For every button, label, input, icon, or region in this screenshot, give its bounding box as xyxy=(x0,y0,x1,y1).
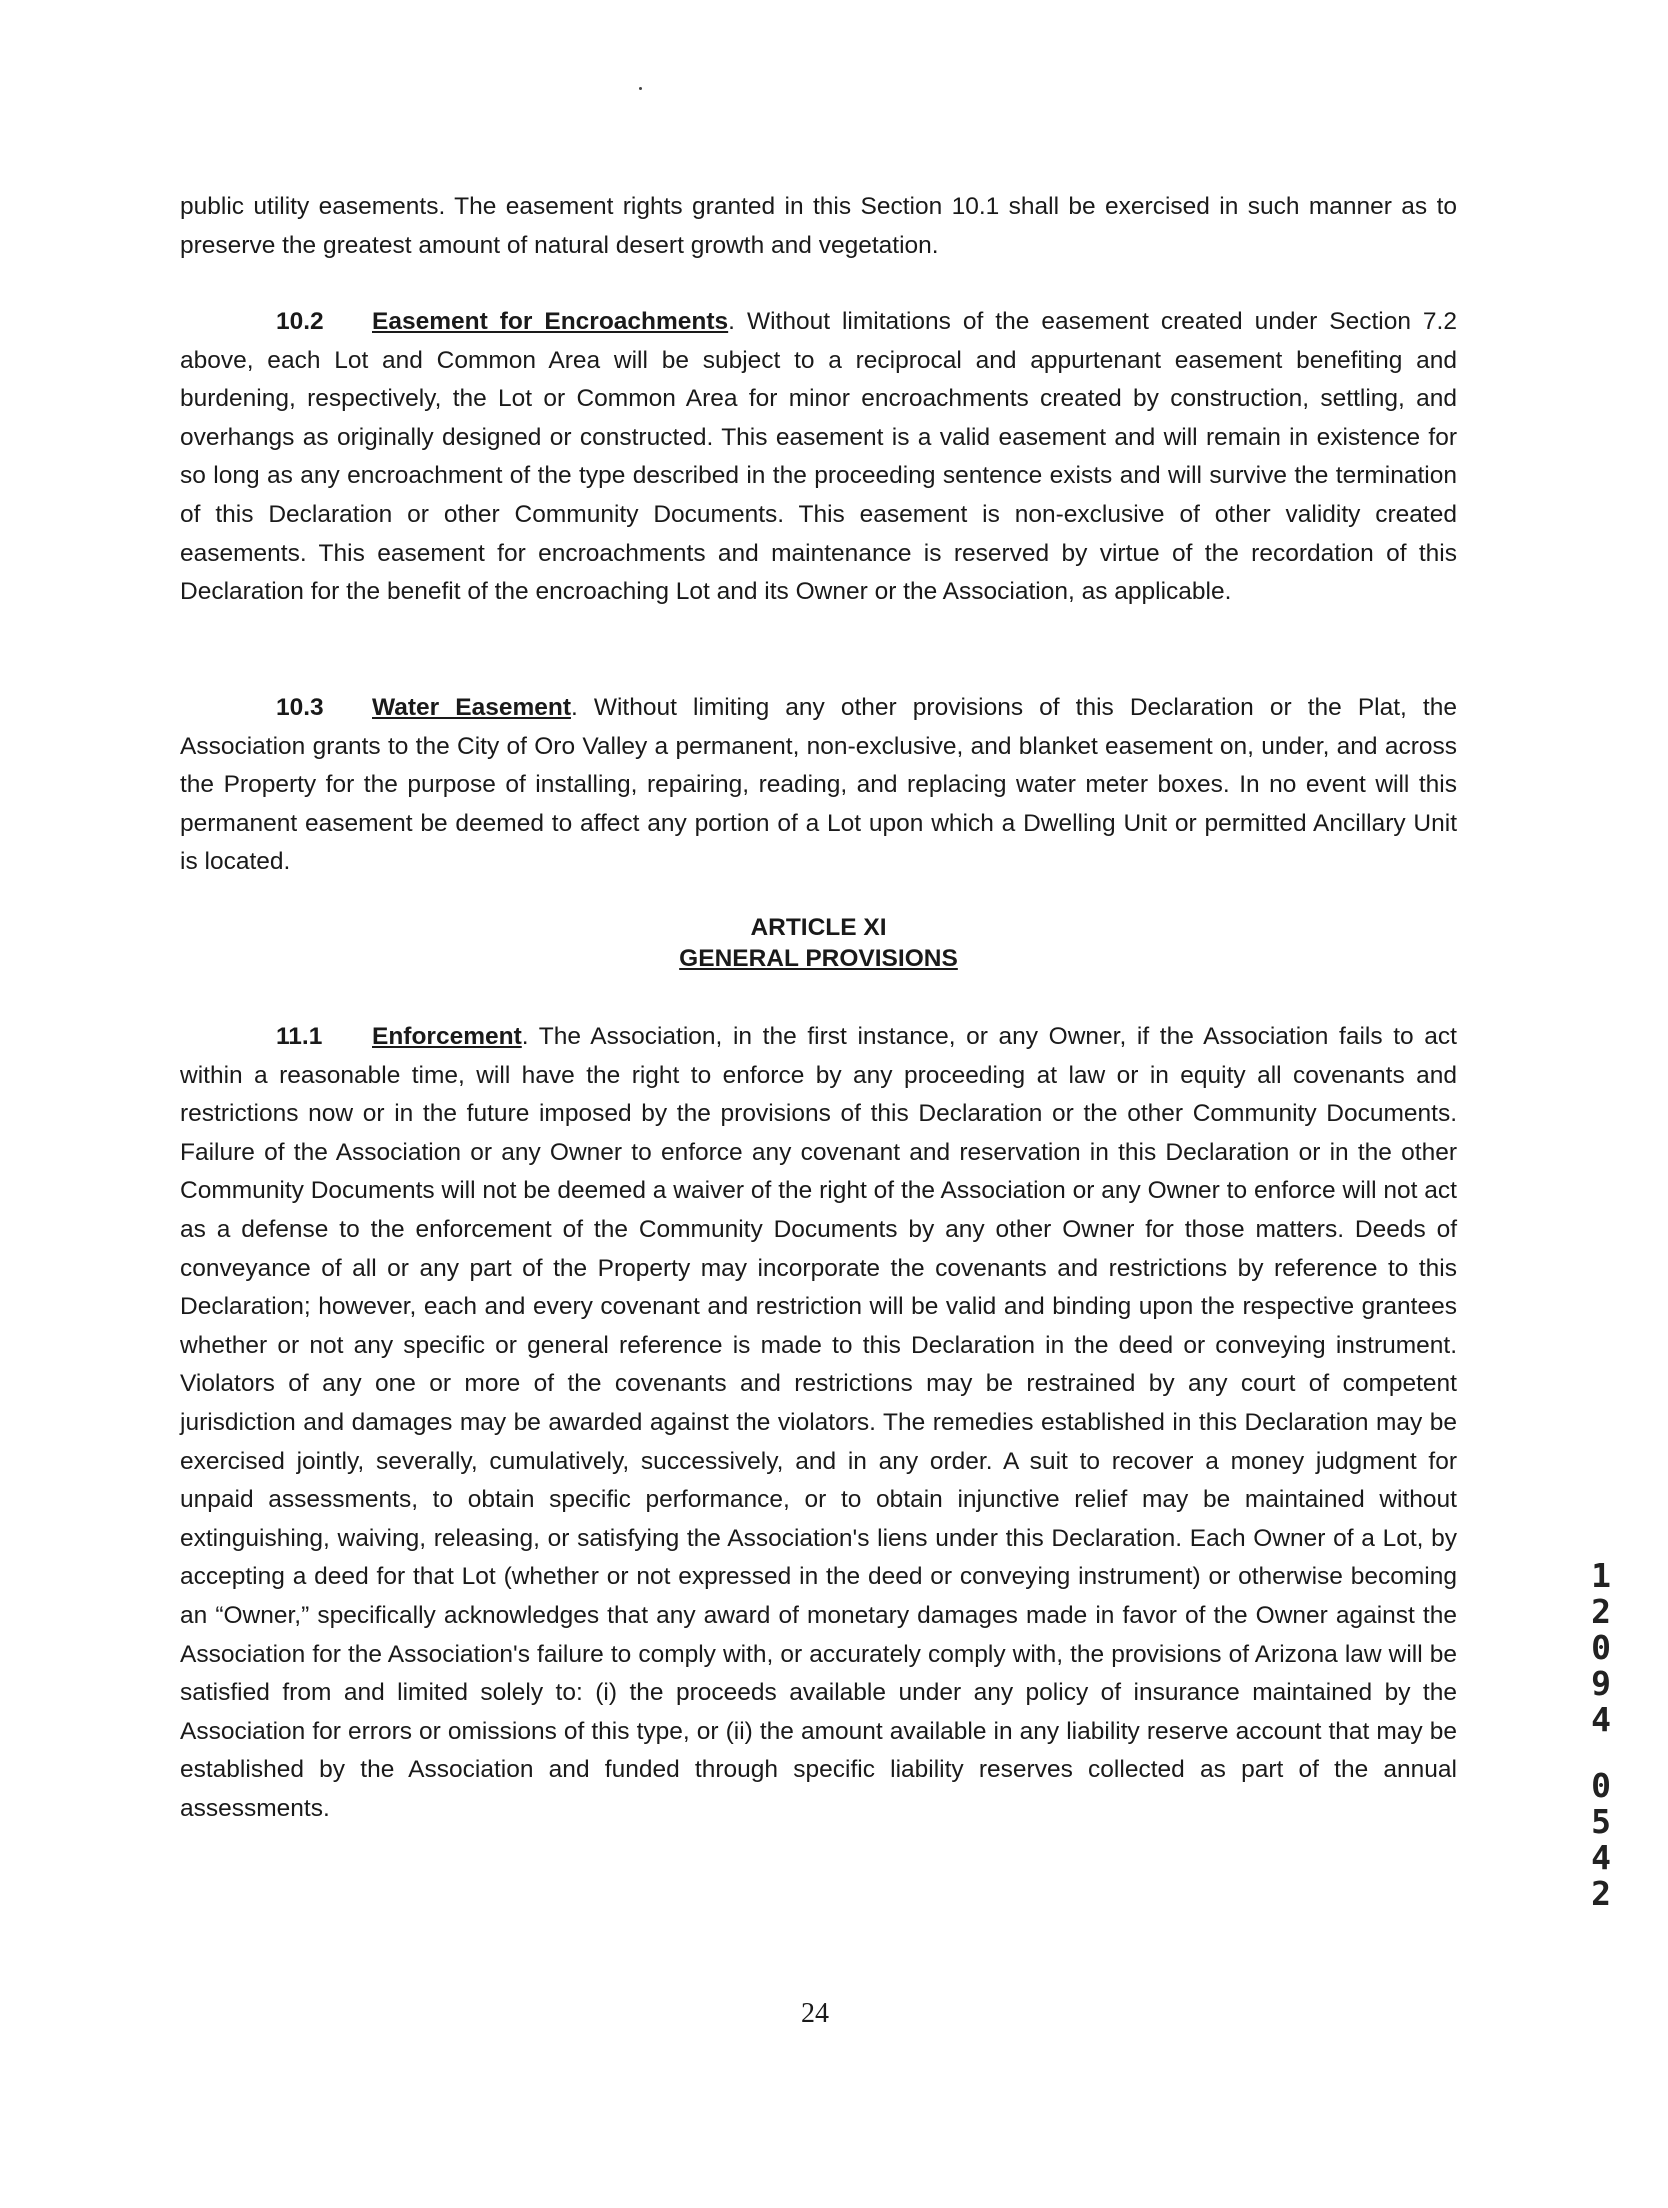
recording-stamp-top xyxy=(1584,1558,1618,1738)
stamp-digit: 5 xyxy=(1591,1802,1611,1841)
section-10-3 xyxy=(180,689,1457,882)
stamp-digit: 9 xyxy=(1591,1664,1611,1703)
section-body: Without limiting any other provisions of this Declaration or the Plat, the Association grants to the City of Oro Valley a permanent, non-exclusive, and blanket easement on, under, and across the Property for the purpose of installing, repairing, reading, and replacing water meter boxes. In no event will this permanent easement be deemed to affect any portion of a Lot upon which a Dwelling Unit or permitted Ancillary Unit is located. xyxy=(180,694,1457,876)
article-title: GENERAL PROVISIONS xyxy=(679,945,958,972)
article-heading xyxy=(180,912,1457,974)
section-number: 10.3 xyxy=(276,694,324,721)
stamp-digit: 0 xyxy=(1591,1628,1611,1667)
section-title: Water Easement xyxy=(372,694,571,721)
article-number: ARTICLE XI xyxy=(750,914,887,941)
scan-speck xyxy=(639,87,642,90)
section-10-2 xyxy=(180,303,1457,612)
stamp-digit: 2 xyxy=(1591,1592,1611,1631)
stamp-digit: 0 xyxy=(1591,1766,1611,1805)
stamp-digit: 2 xyxy=(1591,1874,1611,1913)
stamp-digit: 1 xyxy=(1591,1556,1611,1595)
recording-stamp-bottom xyxy=(1584,1768,1618,1912)
page-number: 24 xyxy=(801,1998,829,2029)
section-body: The Association, in the first instance, or any Owner, if the Association fails to act within a reasonable time, will have the right to enforce by any proceeding at law or in equity all covenants and restrictions now or in the future imposed by the provisions of this Declaration or the other Community Documents. Failure of the Association or any Owner to enforce any covenant and reservation in this Declaration or in the other Community Documents will not be deemed a waiver of the right of the Association or any Owner to enforce will not act as a defense to the enforcement of the Community Documents by any other Owner for those matters. Deeds of conveyance of all or any part of the Property may incorporate the covenants and restrictions by reference to this Declaration; however, each and every covenant and restriction will be valid and binding upon the respective grantees whether or not any specific or general reference is made to this Declaration in the deed or conveying instrument. Violators of any one or more of the covenants and restrictions may be restrained by any court of competent jurisdiction and damages may be awarded against the violators. The remedies established in this Declaration may be exercised jointly, severally, cumulatively, successively, and in any order. A suit to recover a money judgment for unpaid assessments, to obtain specific performance, or to obtain injunctive relief may be maintained without extinguishing, waiving, releasing, or satisfying the Association's liens under this Declaration. Each Owner of a Lot, by accepting a deed for that Lot (whether or not expressed in the deed or conveying instrument) or otherwise becoming an “Owner,” specifically acknowledges that any award of monetary damages made in favor of the Owner against the Association for the Association's failure to comply with, or accurately comply with, the provisions of Arizona law will be satisfied from and limited solely to: (i) the proceeds available under any policy of insurance maintained by the Association for errors or omissions of this type, or (ii) the amount available in any liability reserve account that may be established by the Association and funded through specific liability reserves collected as part of the annual assessments. xyxy=(180,1023,1457,1822)
title-period: . xyxy=(521,1023,529,1050)
title-period: . xyxy=(570,694,578,721)
section-body: Without limitations of the easement created under Section 7.2 above, each Lot and Common Area will be subject to a reciprocal and appurtenant easement benefiting and burdening, respectively, the Lot or Common Area for minor encroachments created by construction, settling, and overhangs as originally designed or constructed. This easement is a valid easement and will remain in existence for so long as any encroachment of the type described in the proceeding sentence exists and will survive the termination of this Declaration or other Community Documents. This easement is non-exclusive of other validity created easements. This easement for encroachments and maintenance is reserved by virtue of the recordation of this Declaration for the benefit of the encroaching Lot and its Owner or the Association, as applicable. xyxy=(180,308,1457,606)
section-title: Easement for Encroachments xyxy=(372,308,729,335)
section-number: 11.1 xyxy=(276,1023,323,1050)
section-number: 10.2 xyxy=(276,308,324,335)
paragraph-continuation: public utility easements. The easement rights granted in this Section 10.1 shall be exercised in such manner as to preserve the greatest amount of natural desert growth and vegetation. xyxy=(180,193,1457,259)
stamp-digit: 4 xyxy=(1591,1838,1611,1877)
stamp-digit: 4 xyxy=(1591,1700,1611,1739)
section-11-1 xyxy=(180,1018,1457,1828)
title-period: . xyxy=(728,308,735,335)
section-title: Enforcement xyxy=(372,1023,522,1050)
